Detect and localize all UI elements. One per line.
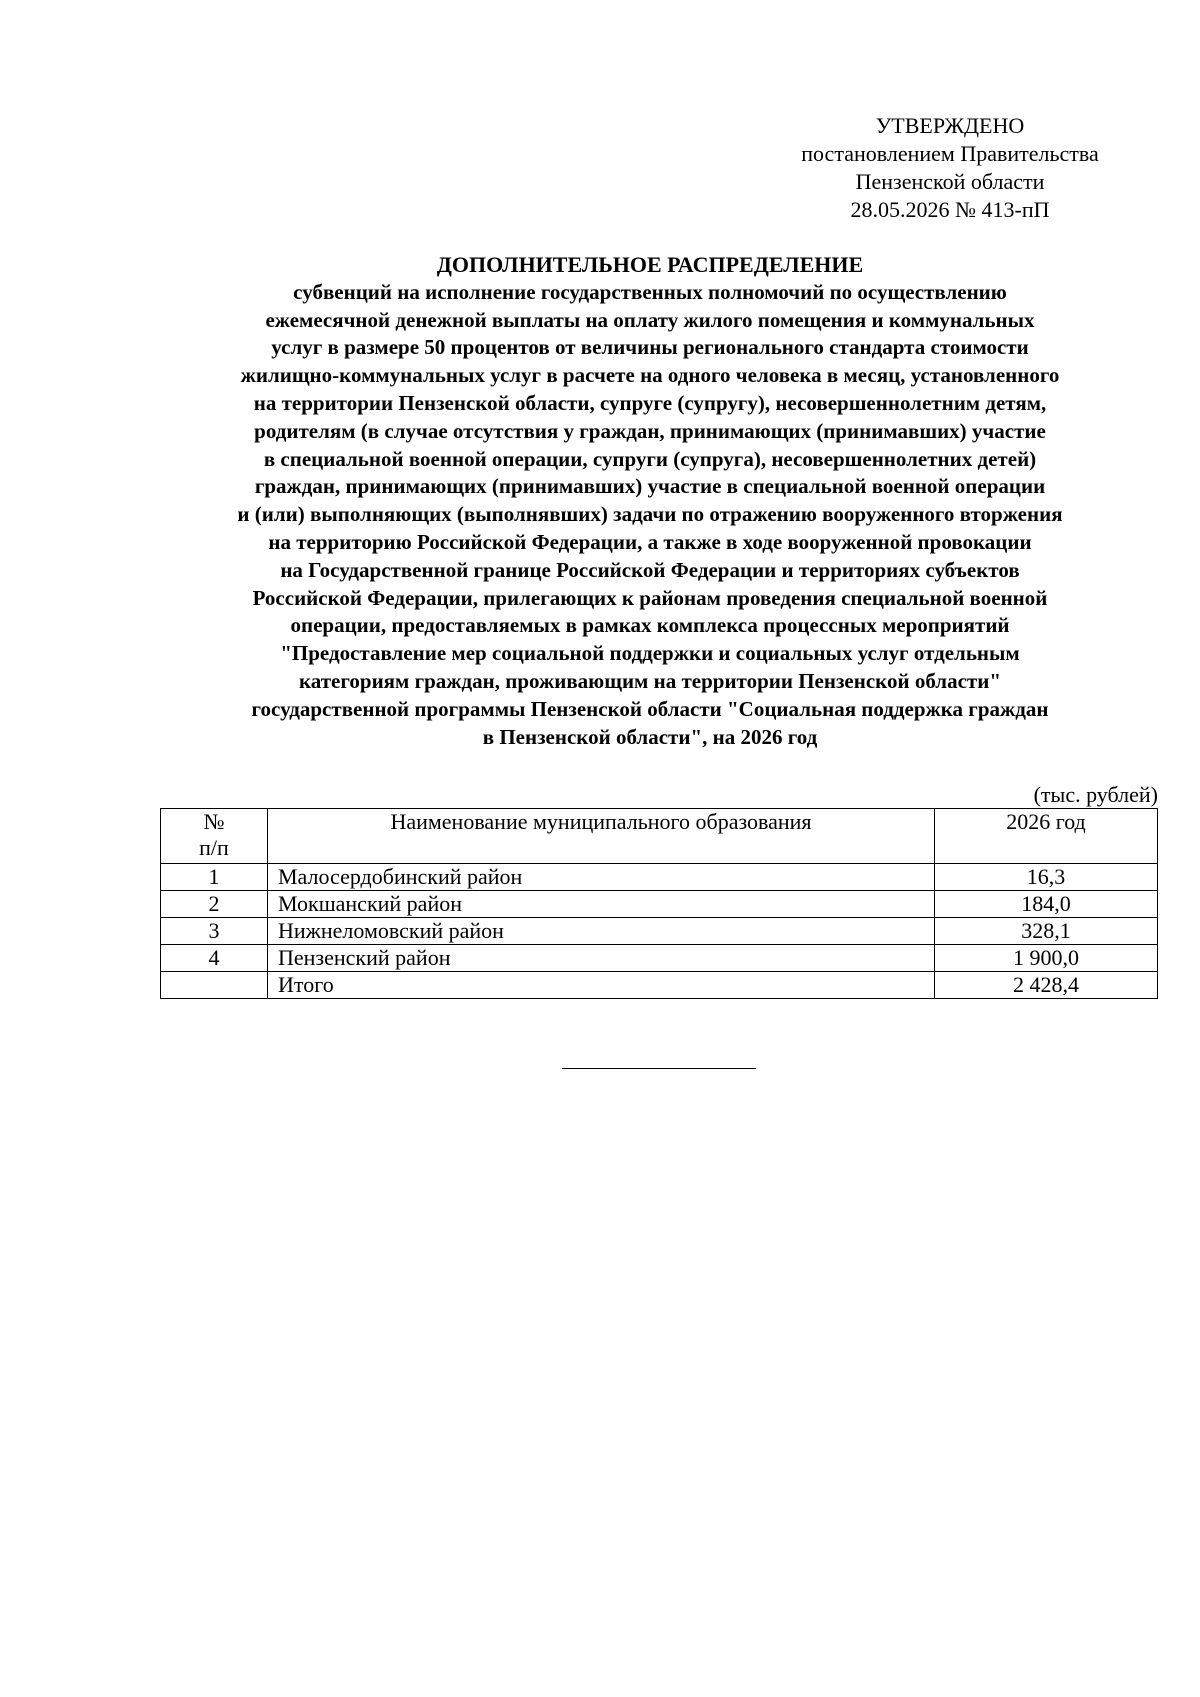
header-year: 2026 год [935, 809, 1158, 864]
header-number-symbol: № [203, 809, 225, 834]
row-municipality: Нижнеломовский район [268, 918, 935, 945]
table-row [161, 864, 1158, 891]
table-row [161, 891, 1158, 918]
approval-date-number: 28.05.2026 № 413-пП [850, 197, 1050, 222]
row-amount: 328,1 [935, 918, 1158, 945]
title-line: услуг в размере 50 процентов от величины регионального стандарта стоимости [271, 335, 1029, 360]
table-header-row [161, 809, 1158, 864]
row-municipality: Пензенский район [268, 945, 935, 972]
title-line: граждан, принимающих (принимавших) участие в специальной военной операции [254, 474, 1046, 499]
row-municipality: Малосердобинский район [268, 864, 935, 891]
row-amount: 184,0 [935, 891, 1158, 918]
row-number: 2 [161, 891, 268, 918]
approval-block [760, 112, 1140, 224]
row-number: 4 [161, 945, 268, 972]
row-amount: 1 900,0 [935, 945, 1158, 972]
row-number: 1 [161, 864, 268, 891]
approval-stamp: УТВЕРЖДЕНО [875, 113, 1025, 138]
row-number: 3 [161, 918, 268, 945]
total-label: Итого [268, 972, 935, 999]
title-line: Российской Федерации, прилегающих к районам проведения специальной военной [252, 585, 1048, 610]
title-line: и (или) выполняющих (выполнявших) задачи по отражению вооруженного вторжения [237, 502, 1063, 527]
title-heading: ДОПОЛНИТЕЛЬНОЕ РАСПРЕДЕЛЕНИЕ [436, 252, 864, 277]
title-line: в Пензенской области", на 2026 год [482, 724, 818, 749]
title-line: ежемесячной денежной выплаты на оплату жилого помещения и коммунальных [265, 307, 1035, 332]
title-line: субвенций на исполнение государственных полномочий по осуществлению [293, 279, 1007, 304]
title-line: на Государственной границе Российской Федерации и территориях субъектов [280, 557, 1020, 582]
units-label: (тыс. рублей) [1033, 782, 1158, 807]
header-number [161, 809, 268, 864]
approval-authority: постановлением Правительства [801, 141, 1099, 166]
table-total-row [161, 972, 1158, 999]
end-of-document-line [562, 1068, 756, 1069]
title-line: на территорию Российской Федерации, а также в ходе вооруженной провокации [268, 529, 1032, 554]
header-number-pp: п/п [199, 835, 229, 860]
row-amount: 16,3 [935, 864, 1158, 891]
title-line: операции, предоставляемых в рамках комплекса процессных мероприятий [290, 613, 1010, 638]
title-line: категориям граждан, проживающим на территории Пензенской области" [299, 668, 1001, 693]
approval-region: Пензенской области [855, 169, 1045, 194]
document-title [150, 251, 1150, 751]
title-line: жилищно-коммунальных услуг в расчете на одного человека в месяц, установленного [240, 363, 1060, 388]
title-line: родителям (в случае отсутствия у граждан, принимающих (принимавших) участие [254, 418, 1046, 443]
header-name: Наименование муниципального образования [268, 809, 935, 864]
row-municipality: Мокшанский район [268, 891, 935, 918]
total-amount: 2 428,4 [935, 972, 1158, 999]
table-row [161, 945, 1158, 972]
title-line: государственной программы Пензенской области "Социальная поддержка граждан [251, 696, 1049, 721]
title-line: в специальной военной операции, супруги (супруга), несовершеннолетних детей) [263, 446, 1037, 471]
title-line: на территории Пензенской области, супруге (супругу), несовершеннолетним детям, [253, 390, 1047, 415]
title-line: "Предоставление мер социальной поддержки и социальных услуг отдельным [280, 641, 1020, 666]
distribution-table [160, 808, 1158, 999]
total-number [161, 972, 268, 999]
table-row [161, 918, 1158, 945]
